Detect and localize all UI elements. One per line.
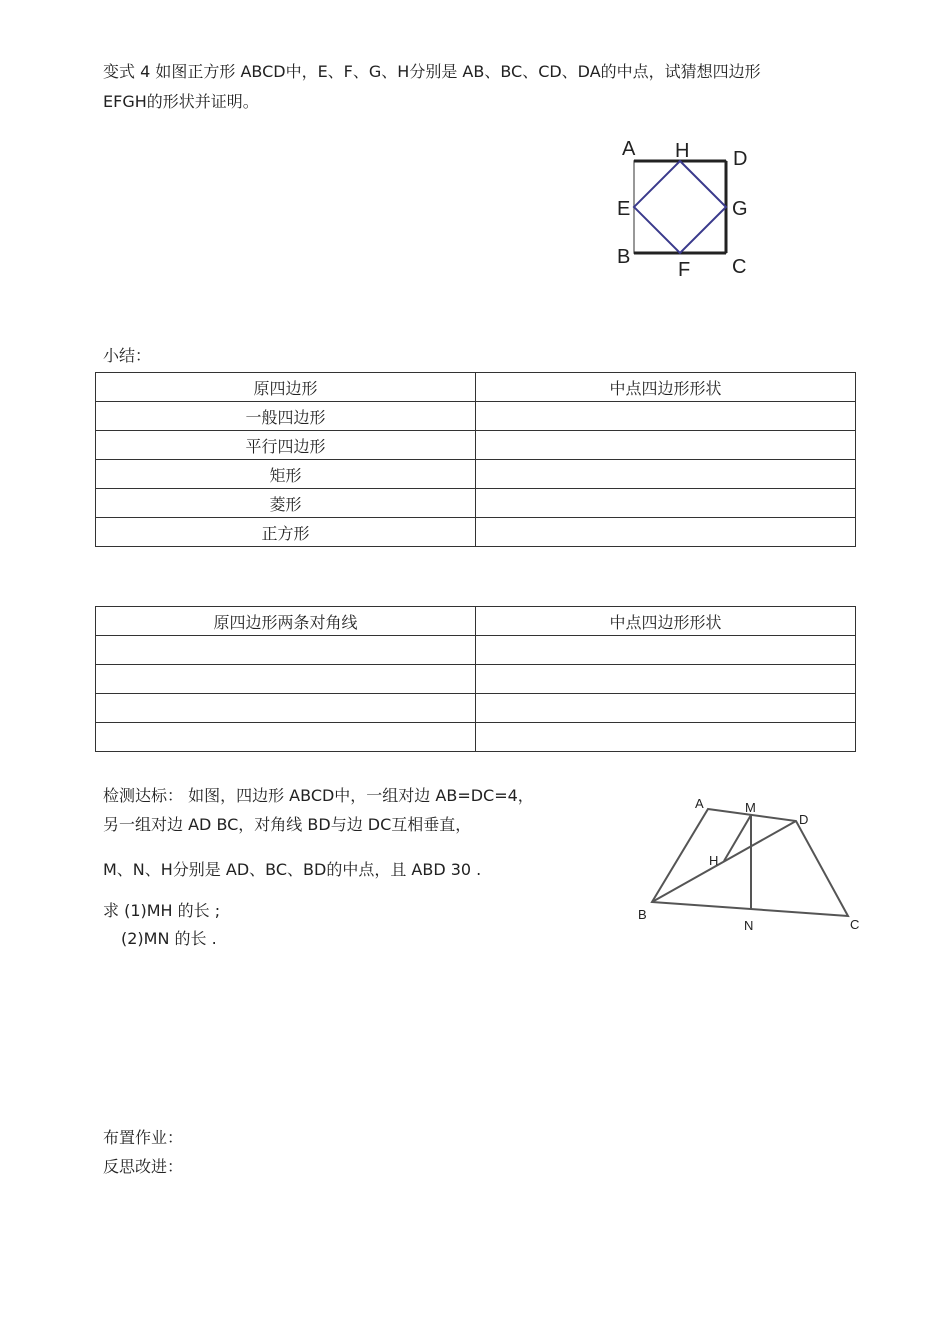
table2-cell [96, 636, 476, 665]
table2-cell [476, 665, 856, 694]
label-d: D [799, 812, 809, 827]
label-d: D [733, 148, 748, 170]
test-line-1: 检测达标： 如图，四边形 ABCD中，一组对边 AB=DC=4， [103, 786, 534, 805]
problem-line-2: EFGH的形状并证明。 [103, 92, 259, 111]
summary-label: 小结： [103, 346, 152, 365]
trapezoid-figure [630, 790, 870, 940]
label-b: B [617, 246, 631, 268]
diagonal-shape-table [95, 606, 856, 752]
table1-cell: 菱形 [96, 489, 476, 518]
question-1: 求 (1)MH 的长 ; [103, 901, 221, 920]
table1-cell: 矩形 [96, 460, 476, 489]
reflection-label: 反思改进： [103, 1157, 184, 1176]
label-n: N [744, 918, 754, 933]
test-line-2: 另一组对边 AD BC，对角线 BD与边 DC互相垂直， [103, 815, 472, 834]
label-g: G [732, 198, 748, 220]
table2-cell [96, 665, 476, 694]
inner-square-efgh [634, 161, 726, 253]
table2-cell [96, 694, 476, 723]
table2-cell [476, 636, 856, 665]
table1-cell: 一般四边形 [96, 402, 476, 431]
table2-header-diagonals: 原四边形两条对角线 [96, 607, 476, 636]
table1-cell: 正方形 [96, 518, 476, 547]
table2-cell [96, 723, 476, 752]
table1-cell: 平行四边形 [96, 431, 476, 460]
test-line-3: M、N、H分别是 AD、BC、BD的中点，且 ABD 30 . [103, 860, 482, 879]
table2-cell [476, 723, 856, 752]
label-h: H [675, 140, 690, 162]
problem-line-1: 变式 4 如图正方形 ABCD中，E、F、G、H分别是 AB、BC、CD、DA的中点，试猜想四边形 [103, 62, 761, 81]
midpoint-shape-table [95, 372, 856, 547]
label-c: C [732, 256, 747, 278]
label-m: M [745, 800, 756, 815]
label-h: H [709, 853, 719, 868]
label-c: C [850, 917, 860, 932]
table1-cell [476, 518, 856, 547]
table1-header-original: 原四边形 [96, 373, 476, 402]
label-a: A [695, 796, 704, 811]
label-b: B [638, 907, 647, 922]
label-f: F [678, 259, 691, 281]
label-a: A [622, 138, 636, 160]
table1-cell [476, 402, 856, 431]
table1-header-midpoint: 中点四边形形状 [476, 373, 856, 402]
table1-cell [476, 431, 856, 460]
table2-header-midpoint: 中点四边形形状 [476, 607, 856, 636]
table2-cell [476, 694, 856, 723]
square-midpoint-figure [600, 130, 780, 285]
table1-cell [476, 489, 856, 518]
table1-cell [476, 460, 856, 489]
question-2: (2)MN 的长 . [121, 929, 217, 948]
label-e: E [617, 198, 631, 220]
homework-label: 布置作业： [103, 1128, 184, 1147]
